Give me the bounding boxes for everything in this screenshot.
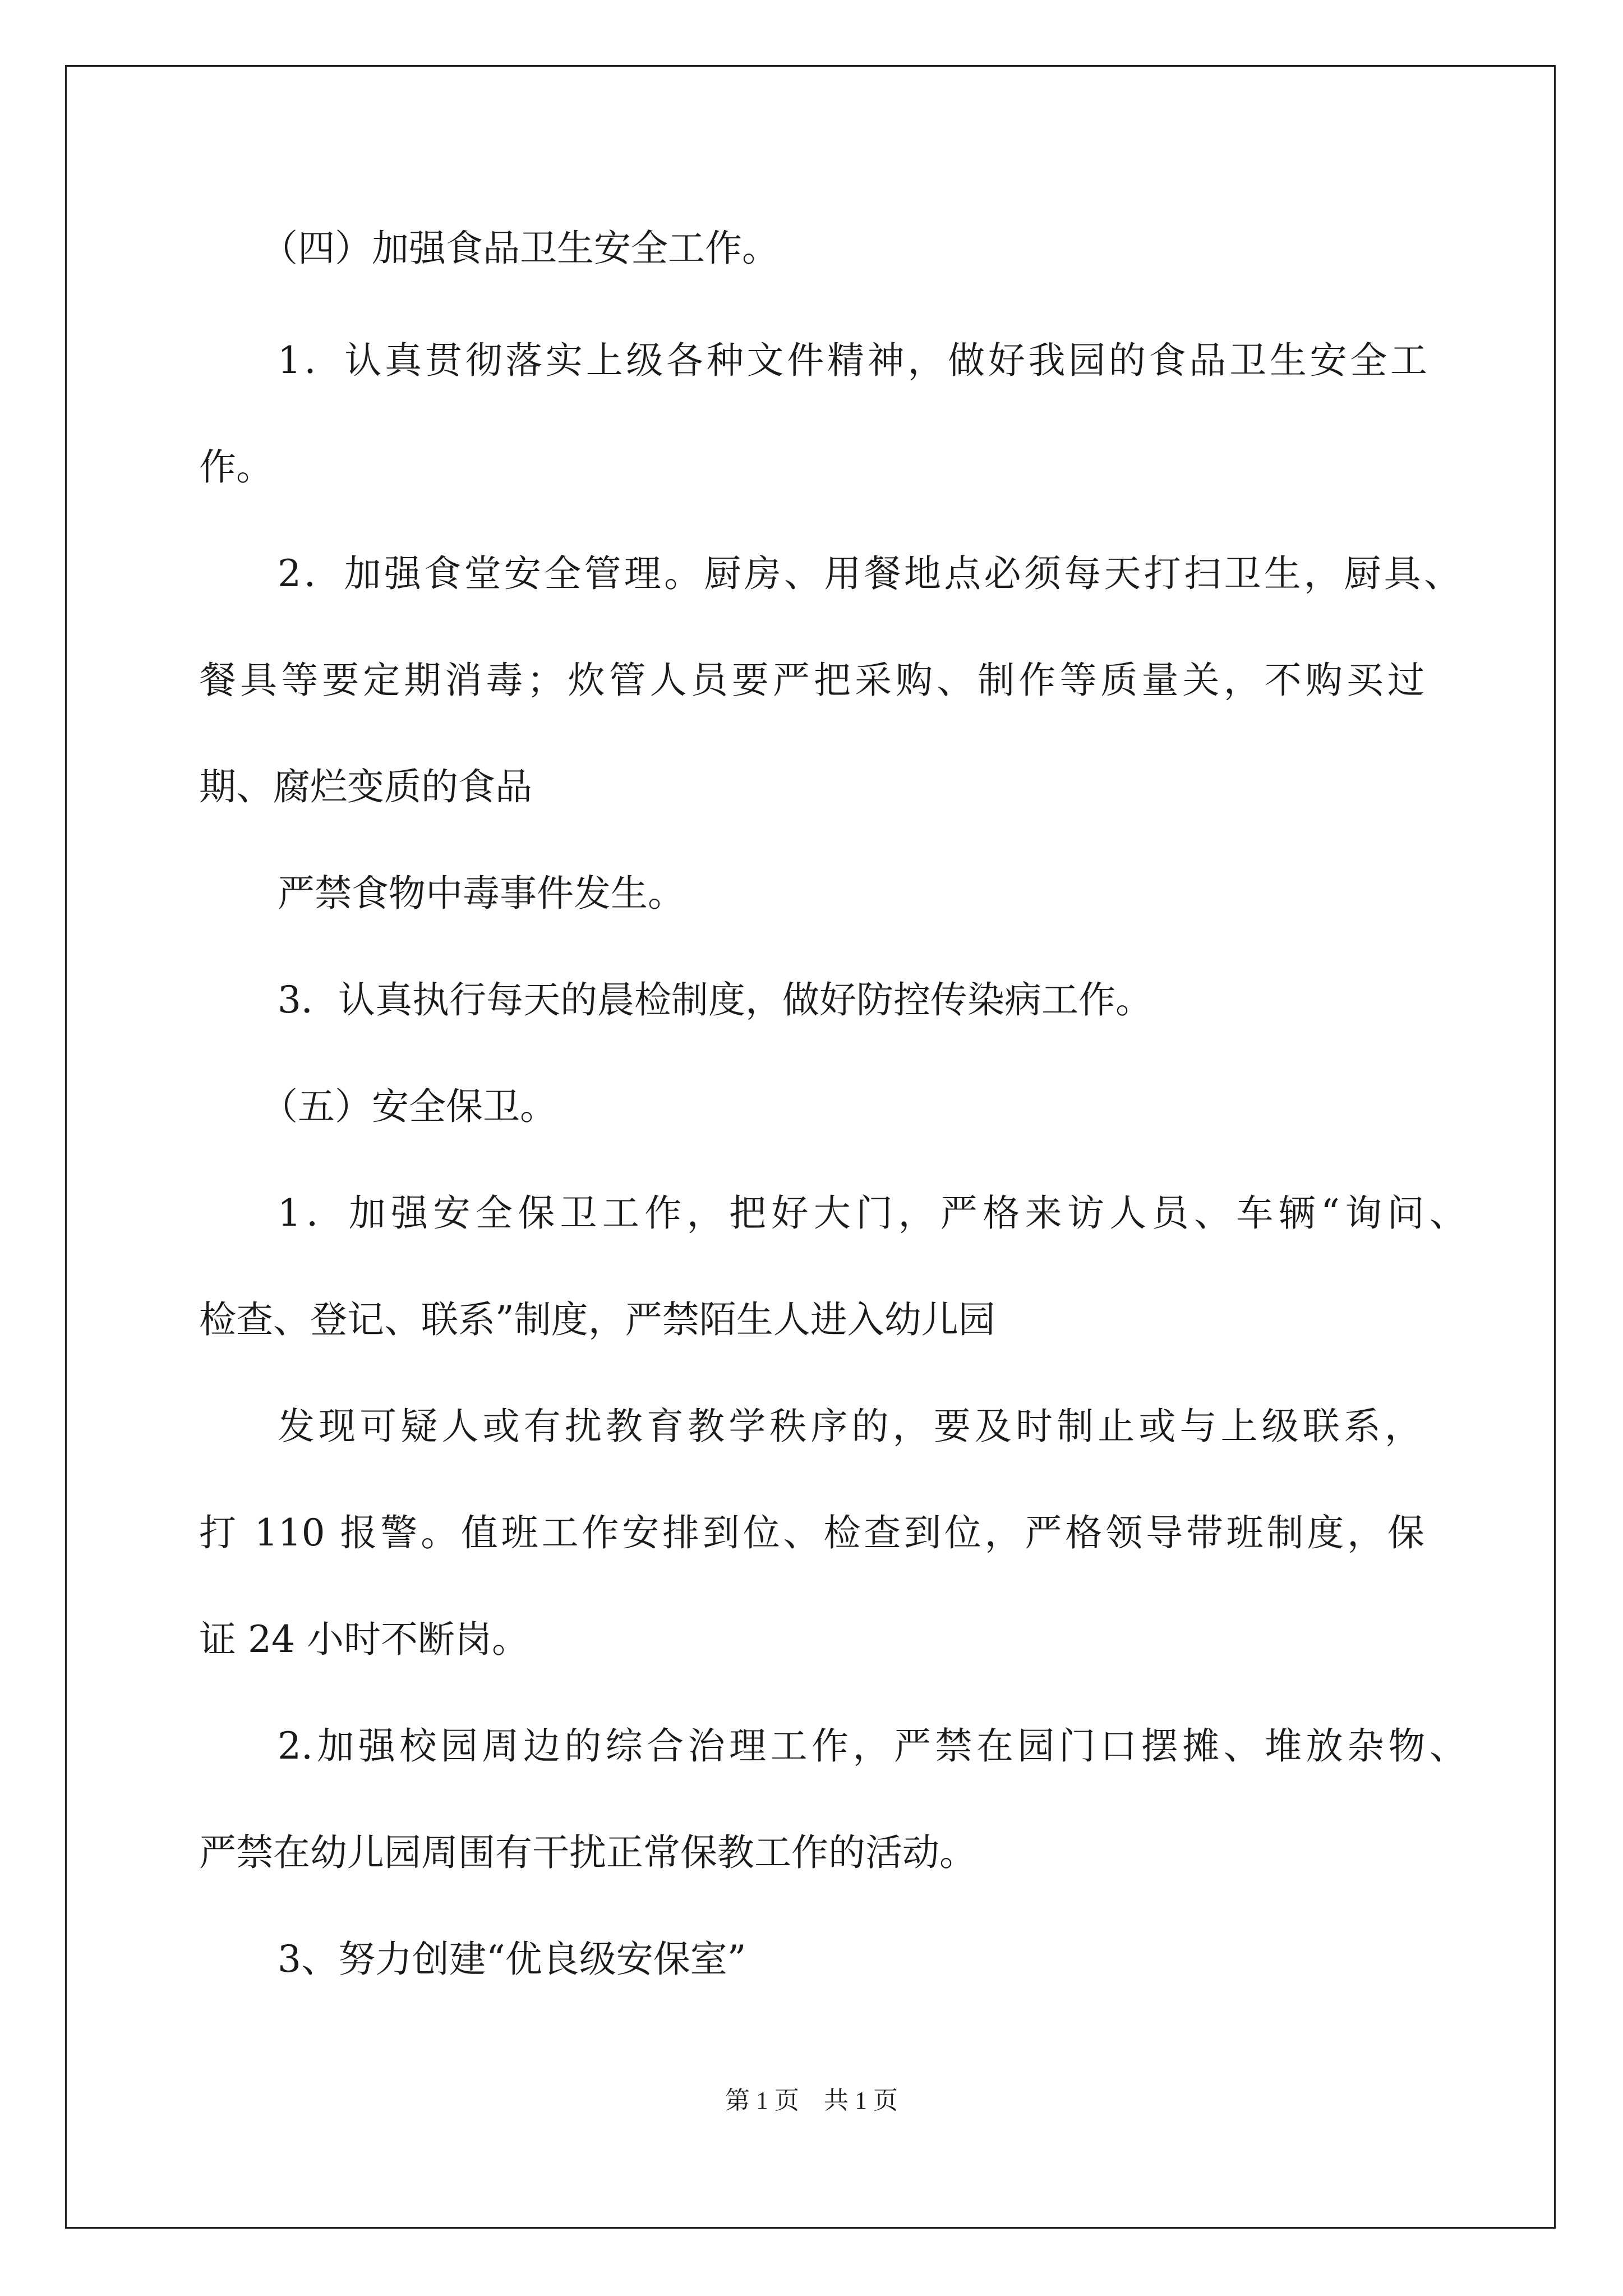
- section-heading-4: （四）加强食品卫生安全工作。: [261, 227, 779, 270]
- paragraph-line: 2．加强食堂安全管理。厨房、用餐地点必须每天打扫卫生，厨具、: [278, 552, 1461, 595]
- paragraph-line: 1．加强安全保卫工作，把好大门，严格来访人员、车辆“询问、: [278, 1191, 1467, 1235]
- paragraph-line: 3．认真执行每天的晨检制度，做好防控传染病工作。: [278, 978, 1152, 1022]
- page-footer: 第 1 页 共 1 页: [725, 2087, 898, 2114]
- page-border: [65, 65, 1556, 2229]
- paragraph-line: 严禁食物中毒事件发生。: [278, 872, 685, 915]
- paragraph-line: 严禁在幼儿园周围有干扰正常保教工作的活动。: [199, 1831, 976, 1874]
- paragraph-line: 发现可疑人或有扰教育教学秩序的，要及时制止或与上级联系，: [278, 1405, 1422, 1448]
- paragraph-line: 期、腐烂变质的食品: [199, 765, 532, 808]
- paragraph-line: 2.加强校园周边的综合治理工作，严禁在园门口摆摊、堆放杂物、: [278, 1724, 1467, 1768]
- paragraph-line: 打 110 报警。值班工作安排到位、检查到位，严格领导带班制度，保: [199, 1511, 1424, 1554]
- paragraph-line: 3、努力创建“优良级安保室”: [278, 1938, 746, 1981]
- paragraph-line: 作。: [199, 445, 273, 489]
- paragraph-line: 1．认真贯彻落实上级各种文件精神，做好我园的食品卫生安全工: [278, 339, 1427, 382]
- section-heading-5: （五）安全保卫。: [261, 1085, 557, 1128]
- paragraph-line: 检查、登记、联系”制度，严禁陌生人进入幼儿园: [199, 1298, 995, 1341]
- paragraph-line: 证 24 小时不断岗。: [199, 1618, 529, 1661]
- paragraph-line: 餐具等要定期消毒；炊管人员要严把采购、制作等质量关，不购买过: [199, 659, 1424, 702]
